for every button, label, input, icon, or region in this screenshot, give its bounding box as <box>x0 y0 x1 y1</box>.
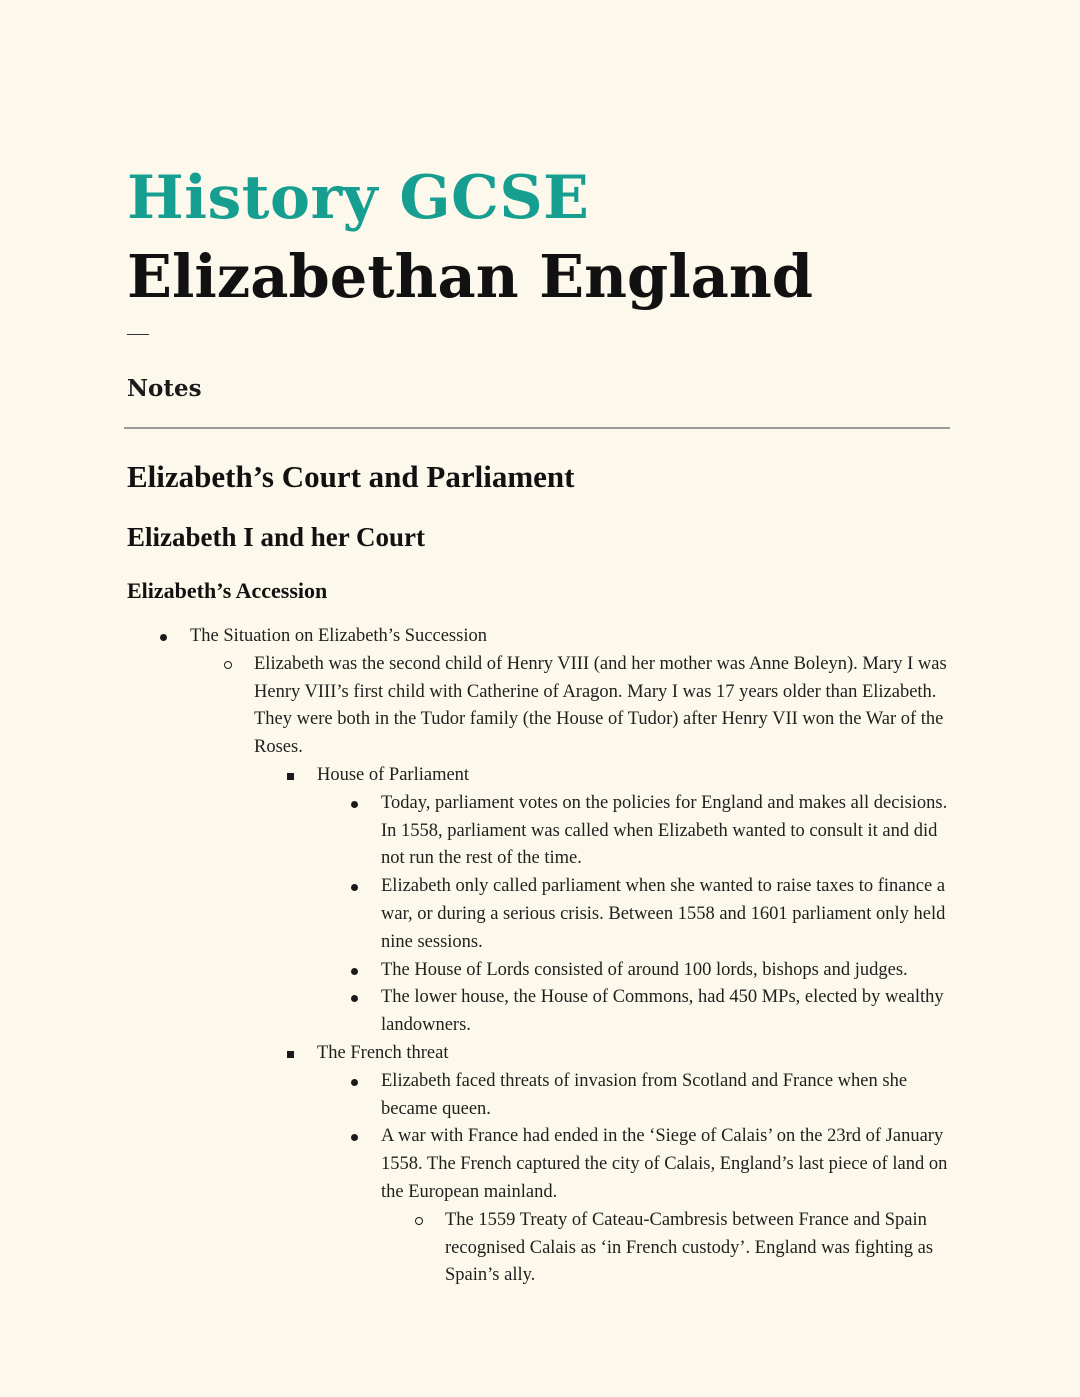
bullet-list-level-4 <box>317 1068 960 1290</box>
list-item-text: The Situation on Elizabeth’s Succession <box>190 626 487 646</box>
notes-body <box>0 623 1080 1290</box>
list-item <box>381 984 960 1040</box>
list-item <box>381 957 960 985</box>
list-item-text: Elizabeth only called parliament when she wanted to raise taxes to finance a war, or during a serious crisis. Between 1558 and 1601 parliament only held nine sessions. <box>381 876 946 952</box>
list-item-text: Today, parliament votes on the policies for England and makes all decisions. In 1558, parliament was called when Elizabeth wanted to consult it and did not run the rest of the time. <box>381 792 948 869</box>
list-item-text: A war with France had ended in the ‘Siege of Calais’ on the 23rd of January 1558. The French captured the city of Calais, England’s last piece of land on the European mainland. <box>381 1126 948 1202</box>
list-item-text: The lower house, the House of Commons, had 450 MPs, elected by wealthy landowners. <box>381 987 944 1036</box>
document-title: History GCSE <box>127 163 590 233</box>
title-divider-dash <box>127 334 149 335</box>
list-item <box>381 790 960 873</box>
list-item <box>317 1040 960 1290</box>
list-item-text: The French threat <box>317 1042 449 1063</box>
list-item-text: House of Parliament <box>317 764 470 785</box>
list-item <box>254 651 960 1290</box>
bullet-list-level-5 <box>381 1207 960 1290</box>
list-item-text: The 1559 Treaty of Cateau-Cambresis between France and Spain recognised Calais as ‘in French custody’. England was fighting as Spain’s ally. <box>445 1209 934 1286</box>
list-item <box>190 623 960 1290</box>
bullet-list-level-4 <box>317 790 960 1040</box>
heading-2: Elizabeth I and her Court <box>127 522 426 552</box>
heading-1: Elizabeth’s Court and Parliament <box>127 459 575 494</box>
horizontal-rule <box>124 427 950 429</box>
list-item <box>381 1123 960 1290</box>
list-item-text: Elizabeth was the second child of Henry VIII (and her mother was Anne Boleyn). Mary I was Henry VIII’s first child with Catherine of Aragon. Mary I was 17 years older than Elizabeth. They were both in the Tudor family (the House of Tudor) after Henry VII won the War of the Roses. <box>254 653 947 758</box>
bullet-list-level-3 <box>254 762 960 1290</box>
list-item-text: Elizabeth faced threats of invasion from Scotland and France when she became queen. <box>381 1070 908 1119</box>
section-label: Notes <box>127 375 202 402</box>
list-item <box>445 1207 960 1290</box>
list-item <box>381 1068 960 1124</box>
list-item <box>317 762 960 1040</box>
bullet-list-level-1 <box>0 623 1080 1290</box>
document-subtitle: Elizabethan England <box>127 242 814 311</box>
list-item-text: The House of Lords consisted of around 100 lords, bishops and judges. <box>381 959 908 980</box>
list-item <box>381 873 960 956</box>
bullet-list-level-2 <box>190 651 960 1290</box>
heading-3: Elizabeth’s Accession <box>127 578 328 603</box>
